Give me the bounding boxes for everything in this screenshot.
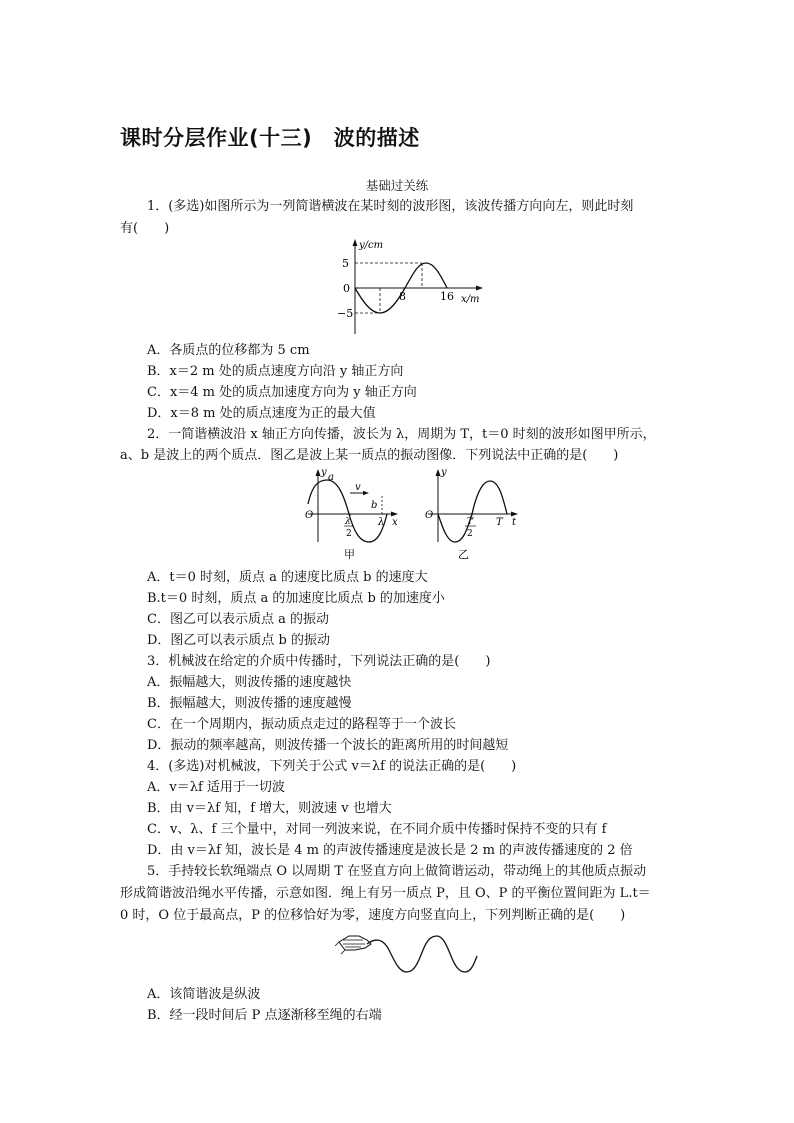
q2-jia-origin: O	[305, 510, 314, 521]
q3-option-d: D．振动的频率越高，则波传播一个波长的距离所用的时间越短	[147, 738, 509, 753]
q2-fig-yi	[420, 466, 530, 562]
q1-tick-8: 8	[399, 290, 406, 303]
q4-option-a: A．v＝λf 适用于一切波	[147, 780, 285, 795]
q2-option-a: A．t＝0 时刻，质点 a 的速度比质点 b 的速度大	[147, 570, 428, 585]
q1-x-axis-arrow	[476, 286, 483, 291]
q2-yi-t: t	[512, 517, 517, 528]
q2-fig-jia	[300, 466, 410, 562]
q2-jia-x: x	[392, 517, 398, 528]
q5-stem-line2: 形成简谐波沿绳水平传播，示意如图．绳上有另一质点 P，且 O、P 的平衡位置间距为 L.t＝	[120, 886, 651, 901]
q2-yi-T: T	[496, 517, 503, 528]
q5-stem-line1: 5．手持较长软绳端点 O 以周期 T 在竖直方向上做简谐运动，带动绳上的其他质点振动	[147, 864, 647, 879]
q2-option-d: D．图乙可以表示质点 b 的振动	[147, 633, 331, 648]
q2-yi-y: y	[441, 467, 447, 478]
q2-yi-caption: 乙	[458, 548, 469, 561]
q5-option-a: A．该简谐波是纵波	[147, 987, 261, 1002]
q4-option-d: D．由 v＝λf 知，波长是 4 m 的声波传播速度是波长是 2 m 的声波传播速度的 2 倍	[147, 843, 633, 858]
q2-point-a: a	[328, 472, 334, 483]
q2-jia-lambda-half-num: λ	[345, 517, 351, 527]
hand-icon	[335, 936, 371, 954]
q2-velocity-label: v	[355, 482, 361, 493]
q5-rope-wave	[367, 936, 477, 972]
q1-tick-neg5: −5	[337, 307, 354, 320]
q2-yi-T-half-num: T	[467, 517, 474, 527]
q2-point-b: b	[371, 500, 378, 511]
q1-option-b: B．x＝2 m 处的质点速度方向沿 y 轴正方向	[147, 364, 404, 379]
q5-stem-line3: 0 时，O 位于最高点，P 的位移恰好为零，速度方向竖直向上，下列判断正确的是( )	[120, 908, 626, 923]
q4-stem: 4．(多选)对机械波，下列关于公式 v＝λf 的说法正确的是( )	[147, 759, 517, 774]
q1-tick-16: 16	[440, 290, 454, 303]
q2-jia-lambda: λ	[378, 517, 385, 528]
q3-stem: 3．机械波在给定的介质中传播时，下列说法正确的是( )	[147, 654, 491, 669]
q2-option-b: B.t＝0 时刻，质点 a 的加速度比质点 b 的加速度小	[147, 591, 445, 606]
q2-stem-line2: a、b 是波上的两个质点．图乙是波上某一质点的振动图像．下列说法中正确的是( )	[120, 448, 619, 463]
q2-stem-line1: 2．一简谐横波沿 x 轴正方向传播，波长为 λ，周期为 T，t＝0 时刻的波形如图甲所示，	[147, 427, 656, 442]
q5-option-b: B．经一段时间后 P 点逐渐移至绳的右端	[147, 1008, 382, 1023]
q1-stem-line1: 1．(多选)如图所示为一列简谐横波在某时刻的波形图，该波传播方向向左，则此时刻	[147, 199, 634, 214]
q2-jia-lambda-half-den: 2	[346, 529, 352, 539]
q1-option-c: C．x＝4 m 处的质点加速度方向为 y 轴正方向	[147, 385, 417, 400]
q2-jia-caption: 甲	[344, 548, 355, 561]
page-title: 课时分层作业(十三) 波的描述	[120, 126, 420, 150]
section-heading: 基础过关练	[365, 178, 429, 193]
q1-x-label: x/m	[461, 294, 480, 305]
q2-yi-origin: O	[425, 510, 434, 521]
q1-tick-0: 0	[343, 282, 350, 295]
q1-option-a: A．各质点的位移都为 5 cm	[147, 343, 310, 358]
q1-y-label: y/cm	[359, 240, 384, 251]
q1-option-d: D．x＝8 m 处的质点速度为正的最大值	[147, 406, 376, 421]
q2-velocity-arrow	[363, 491, 369, 495]
q1-wave-graph	[330, 236, 490, 336]
q5-rope-figure	[335, 928, 480, 980]
q2-jia-y: y	[321, 467, 327, 478]
q4-option-c: C．v、λ、f 三个量中，对同一列波来说，在不同介质中传播时保持不变的只有 f	[147, 822, 607, 837]
q2-yi-T-half-den: 2	[467, 529, 473, 539]
q4-option-b: B．由 v＝λf 知，f 增大，则波速 v 也增大	[147, 801, 392, 816]
q3-option-a: A．振幅越大，则波传播的速度越快	[147, 675, 352, 690]
q3-option-c: C．在一个周期内，振动质点走过的路程等于一个波长	[147, 717, 456, 732]
q1-stem-line2: 有( )	[120, 221, 170, 236]
q1-tick-5: 5	[342, 257, 349, 270]
q3-option-b: B．振幅越大，则波传播的速度越慢	[147, 696, 352, 711]
q1-y-axis-arrow	[353, 239, 358, 246]
q2-option-c: C．图乙可以表示质点 a 的振动	[147, 612, 329, 627]
